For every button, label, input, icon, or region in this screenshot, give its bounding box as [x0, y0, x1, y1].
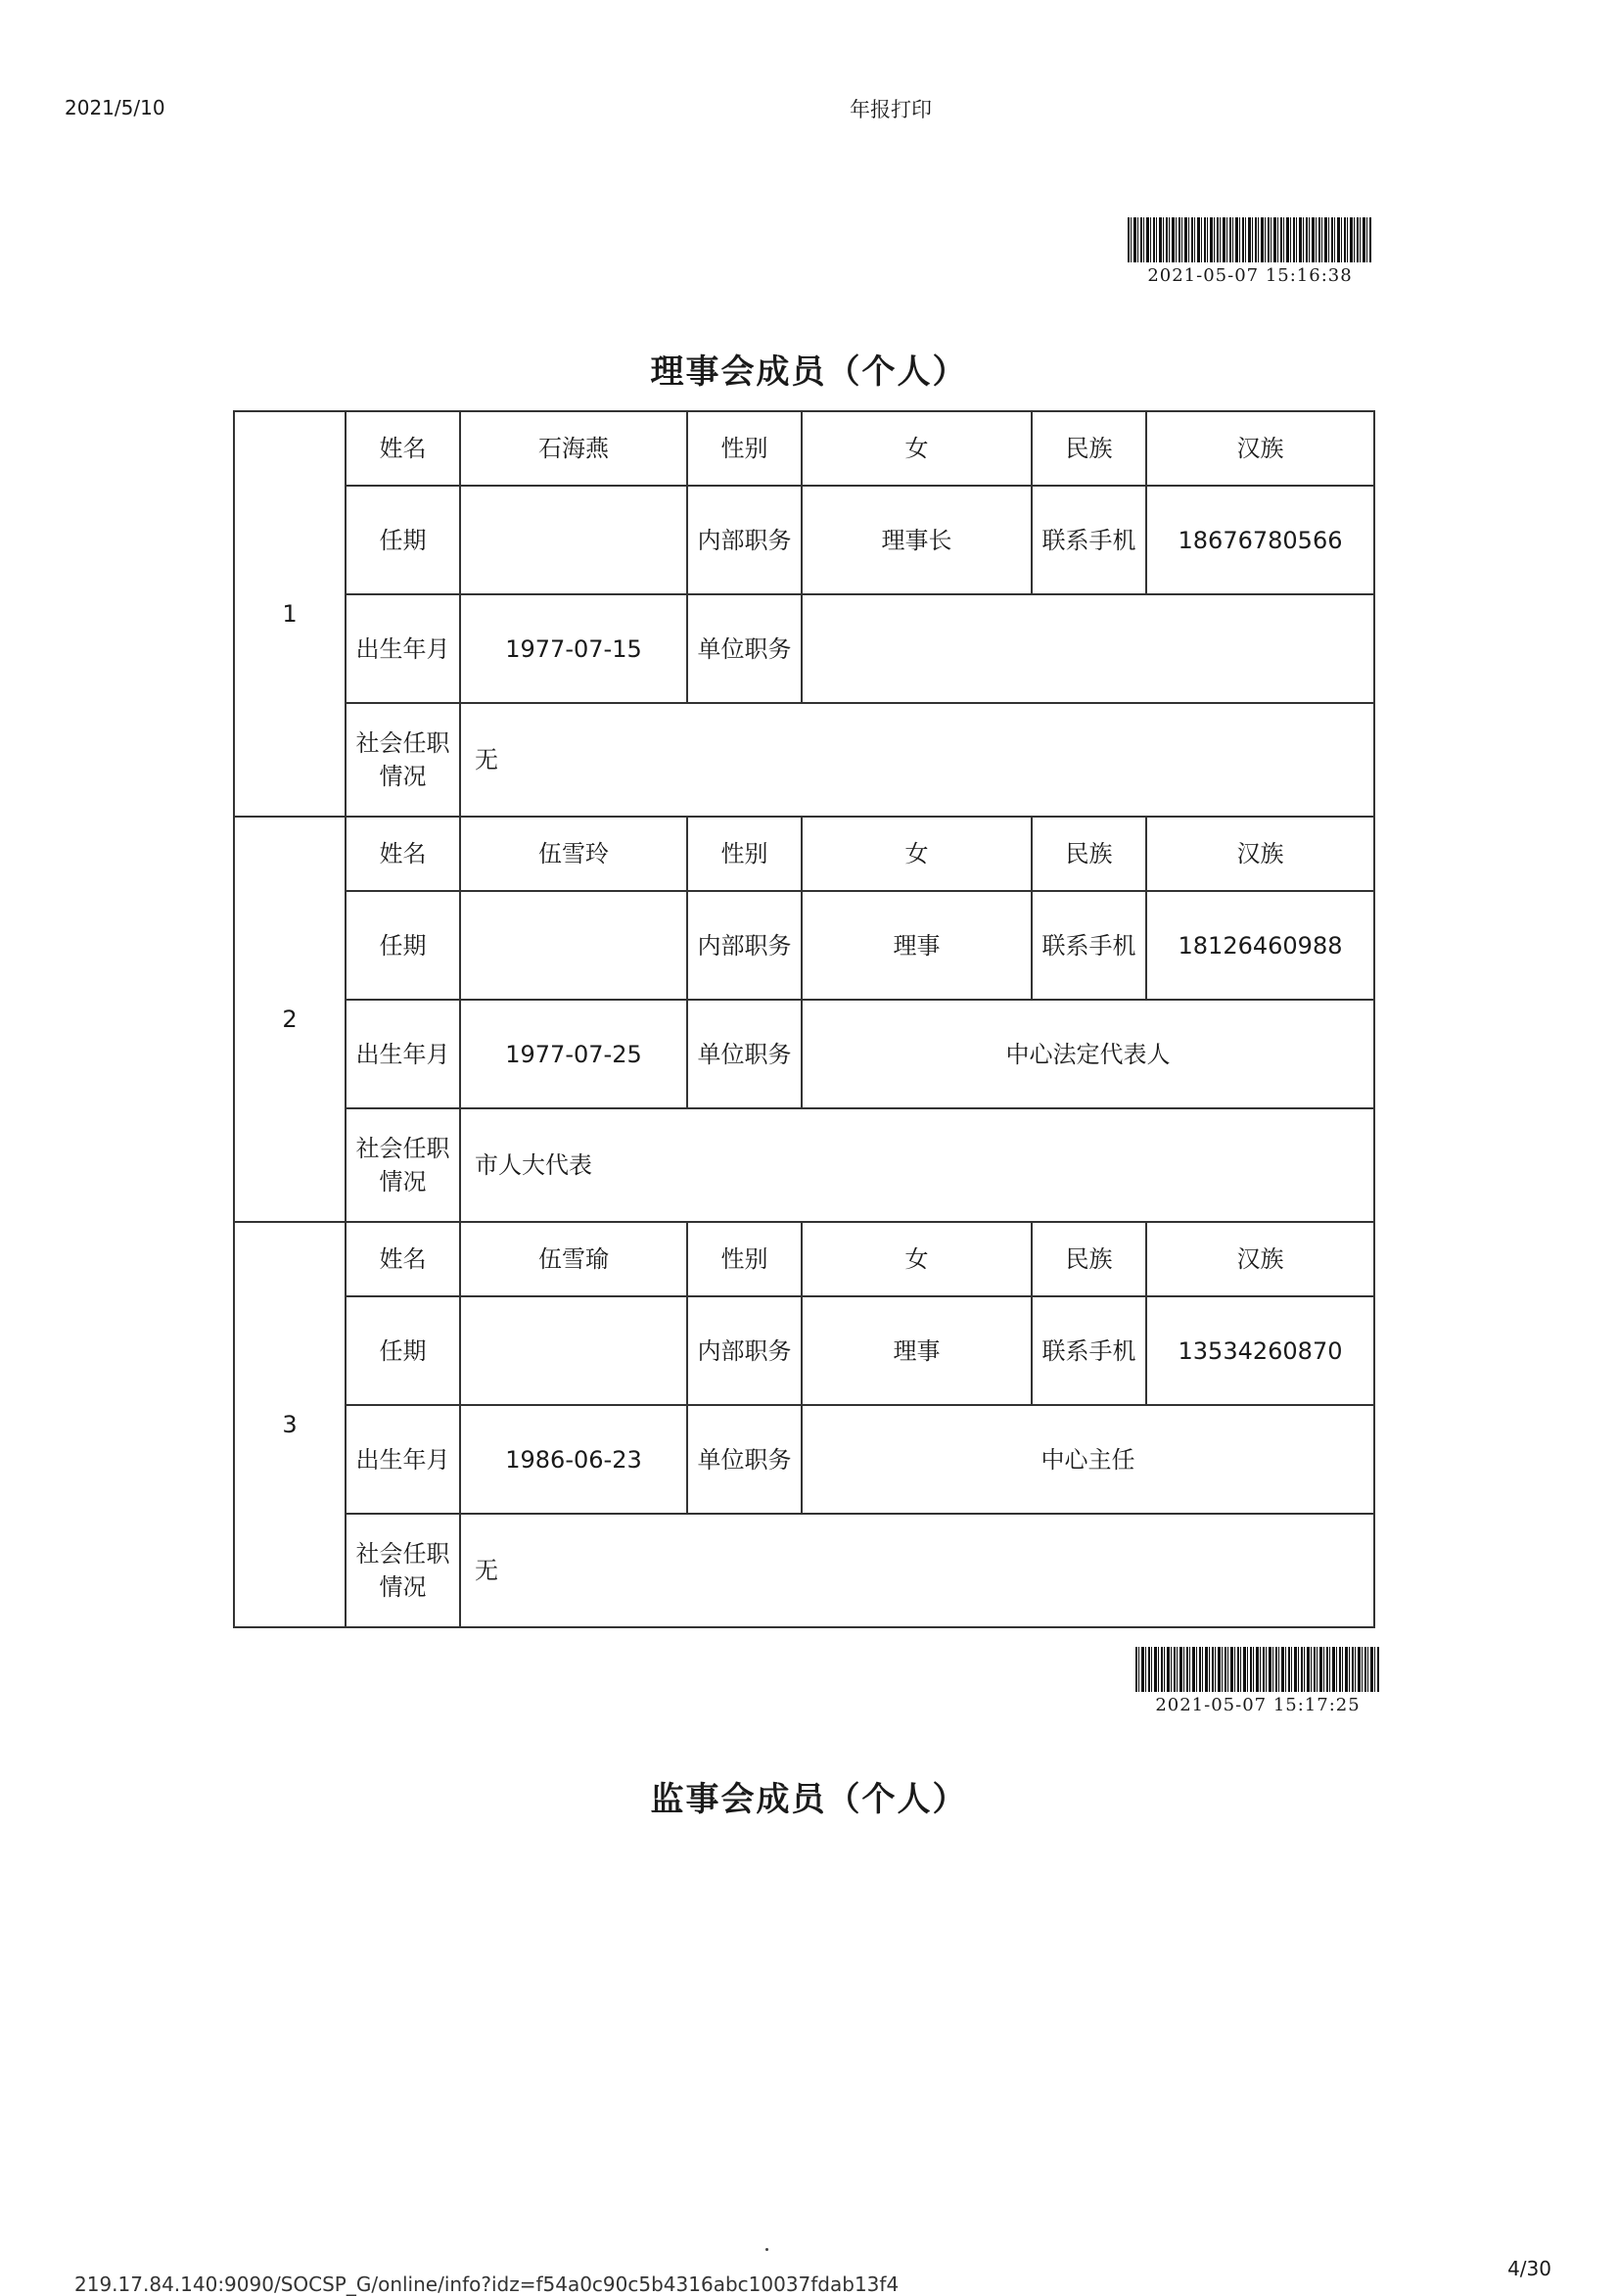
label-internal-position: 内部职务 — [687, 891, 802, 1000]
label-name: 姓名 — [346, 817, 460, 891]
member-social: 市人大代表 — [460, 1108, 1374, 1222]
label-birth: 出生年月 — [346, 1405, 460, 1514]
label-social: 社会任职情况 — [346, 1108, 460, 1222]
member-row-term — [234, 891, 1374, 1000]
member-phone: 18126460988 — [1146, 891, 1374, 1000]
member-row-social — [234, 1108, 1374, 1222]
member-row-name — [234, 817, 1374, 891]
council-members-table — [233, 410, 1375, 1628]
label-gender: 性别 — [687, 1222, 802, 1296]
member-internal-position: 理事长 — [802, 486, 1032, 594]
member-gender: 女 — [802, 817, 1032, 891]
label-name: 姓名 — [346, 411, 460, 486]
member-birth: 1977-07-25 — [460, 1000, 687, 1108]
label-unit-position: 单位职务 — [687, 1405, 802, 1514]
member-phone: 18676780566 — [1146, 486, 1374, 594]
label-term: 任期 — [346, 1296, 460, 1405]
footer-url: 219.17.84.140:9090/SOCSP_G/online/info?idz=f54a0c90c5b4316abc10037fdab13f4 — [74, 2273, 900, 2296]
label-birth: 出生年月 — [346, 594, 460, 703]
label-phone: 联系手机 — [1032, 1296, 1146, 1405]
label-unit-position: 单位职务 — [687, 594, 802, 703]
barcode-timestamp: 2021-05-07 15:16:38 — [1147, 265, 1353, 286]
label-phone: 联系手机 — [1032, 891, 1146, 1000]
member-birth: 1977-07-15 — [460, 594, 687, 703]
barcode-bottom — [1135, 1647, 1380, 1715]
label-term: 任期 — [346, 486, 460, 594]
label-internal-position: 内部职务 — [687, 1296, 802, 1405]
member-row-social — [234, 703, 1374, 817]
barcode-bars — [1135, 1647, 1380, 1692]
label-ethnicity: 民族 — [1032, 1222, 1146, 1296]
label-social: 社会任职情况 — [346, 703, 460, 817]
member-name: 石海燕 — [460, 411, 687, 486]
label-ethnicity: 民族 — [1032, 817, 1146, 891]
member-gender: 女 — [802, 1222, 1032, 1296]
member-name: 伍雪瑜 — [460, 1222, 687, 1296]
member-social: 无 — [460, 1514, 1374, 1627]
label-social: 社会任职情况 — [346, 1514, 460, 1627]
member-row-birth — [234, 594, 1374, 703]
member-term — [460, 486, 687, 594]
member-row-name — [234, 411, 1374, 486]
label-gender: 性别 — [687, 817, 802, 891]
label-phone: 联系手机 — [1032, 486, 1146, 594]
member-unit-position: 中心法定代表人 — [802, 1000, 1374, 1108]
member-social: 无 — [460, 703, 1374, 817]
scan-dot — [765, 2248, 768, 2251]
label-birth: 出生年月 — [346, 1000, 460, 1108]
council-section-title: 理事会成员（个人） — [650, 352, 968, 392]
label-unit-position: 单位职务 — [687, 1000, 802, 1108]
barcode-bars — [1128, 217, 1372, 262]
member-phone: 13534260870 — [1146, 1296, 1374, 1405]
member-number: 1 — [234, 411, 346, 817]
member-gender: 女 — [802, 411, 1032, 486]
member-row-term — [234, 1296, 1374, 1405]
member-row-name — [234, 1222, 1374, 1296]
barcode-timestamp: 2021-05-07 15:17:25 — [1155, 1695, 1361, 1715]
member-row-term — [234, 486, 1374, 594]
member-number: 3 — [234, 1222, 346, 1627]
member-unit-position — [802, 594, 1374, 703]
member-ethnicity: 汉族 — [1146, 817, 1374, 891]
supervisory-section-title: 监事会成员（个人） — [650, 1780, 968, 1819]
label-ethnicity: 民族 — [1032, 411, 1146, 486]
print-date: 2021/5/10 — [65, 96, 165, 119]
member-row-birth — [234, 1405, 1374, 1514]
member-ethnicity: 汉族 — [1146, 411, 1374, 486]
member-name: 伍雪玲 — [460, 817, 687, 891]
member-unit-position: 中心主任 — [802, 1405, 1374, 1514]
label-term: 任期 — [346, 891, 460, 1000]
member-birth: 1986-06-23 — [460, 1405, 687, 1514]
label-name: 姓名 — [346, 1222, 460, 1296]
page-number: 4/30 — [1507, 2257, 1551, 2280]
member-internal-position: 理事 — [802, 891, 1032, 1000]
member-internal-position: 理事 — [802, 1296, 1032, 1405]
member-term — [460, 891, 687, 1000]
print-header-title: 年报打印 — [850, 98, 932, 121]
label-internal-position: 内部职务 — [687, 486, 802, 594]
member-row-birth — [234, 1000, 1374, 1108]
member-number: 2 — [234, 817, 346, 1222]
label-gender: 性别 — [687, 411, 802, 486]
member-ethnicity: 汉族 — [1146, 1222, 1374, 1296]
barcode-top — [1128, 217, 1372, 286]
member-row-social — [234, 1514, 1374, 1627]
member-term — [460, 1296, 687, 1405]
